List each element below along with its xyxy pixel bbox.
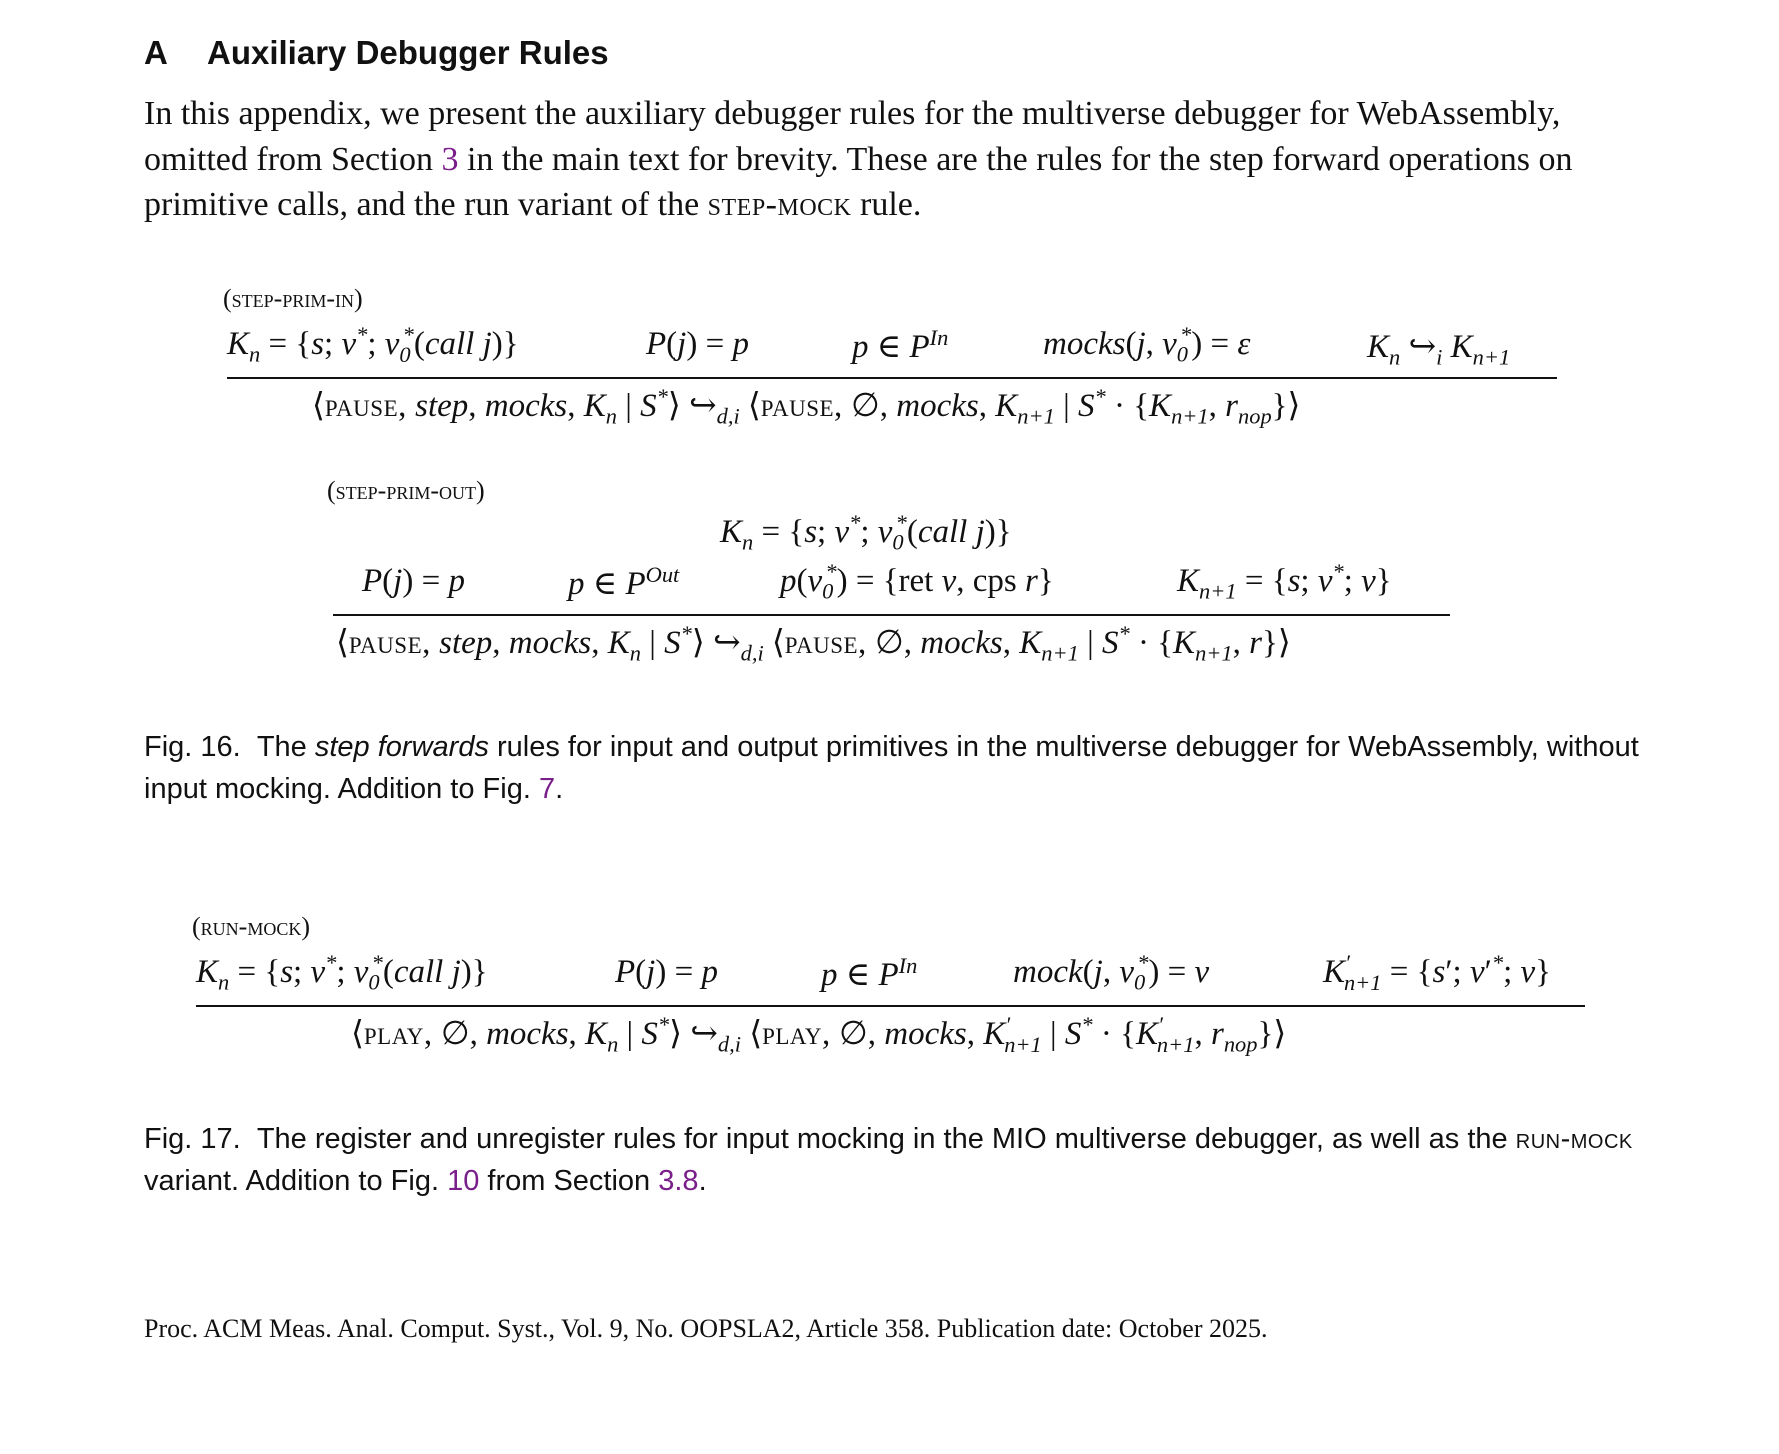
- section-title: Auxiliary Debugger Rules: [207, 34, 609, 71]
- conclusion-run-mock: ⟨play, ∅, mocks, $K_n$ | S*⟩ $↪_{d,i}$ ⟨play, ∅, mocks, $K'_{n+1}$ | $S^* \cdot \{K'_{n+1}$, $r_{nop}\}⟩$: [351, 1012, 1287, 1057]
- premise-kn1-def: $K_{n+1} = \{s$; v*; v}: [1177, 559, 1392, 604]
- rule-line: [196, 1005, 1585, 1007]
- premise-kn-def: $K_n = \{s$; v*; $v_0^*(call$ j)}: [196, 950, 488, 995]
- figure-label: Fig. 16.: [144, 731, 241, 763]
- premise-pj: P(j) = p: [362, 563, 465, 599]
- premise-p-in: p ∈ $P^{In}$: [821, 953, 918, 993]
- premise-mocks-eps: mocks(j, $v_0^*) = \varepsilon$: [1043, 322, 1251, 367]
- figure-ref-link[interactable]: 7: [538, 773, 556, 805]
- figure-17-caption: [144, 1118, 1664, 1202]
- caption-text: .: [555, 773, 564, 805]
- rule-name-run-mock: run-mock: [1515, 1123, 1633, 1155]
- page-footer: Proc. ACM Meas. Anal. Comput. Syst., Vol. 9, No. OOPSLA2, Article 358. Publication date: October 2025.: [144, 1314, 1268, 1343]
- section-heading: [144, 34, 609, 72]
- rule-name-step-prim-out: (step-prim-out): [327, 476, 485, 505]
- rule-line: [333, 614, 1450, 616]
- premise-pj: P(j) = p: [615, 954, 718, 990]
- figure-label: Fig. 17.: [144, 1123, 241, 1155]
- figure-ref-link[interactable]: 10: [447, 1165, 480, 1197]
- caption-text: The: [256, 731, 315, 763]
- caption-emphasis: step forwards: [314, 731, 489, 763]
- intro-paragraph: [144, 91, 1644, 228]
- caption-text: from Section: [479, 1165, 659, 1197]
- rule-name-step-prim-in: (step-prim-in): [223, 284, 363, 313]
- intro-text-1: In this appendix, we present the auxiliary debugger rules for the multiverse debugger for WebAssembly, omitted from Section: [144, 95, 1561, 178]
- section-ref-link[interactable]: 3.8: [658, 1165, 699, 1197]
- caption-text: .: [698, 1165, 707, 1197]
- premise-p-result: $p(v_0^*) = \{ret$ v, cps r}: [780, 559, 1054, 604]
- rule-line: [227, 377, 1557, 379]
- premise-p-out: p ∈ $P^{Out}$: [568, 562, 680, 602]
- conclusion-step-prim-in: ⟨pause, step, mocks, $K_n$ | S*⟩ $↪_{d,i}$ ⟨pause, ∅, mocks, $K_{n+1}$ | $S^* \cdot \{K_{n+1}$, $r_{nop}\}⟩$: [312, 384, 1301, 429]
- section-number: A: [144, 34, 168, 71]
- premise-kn1-prime: $K'_{n+1} = \{s'$; v′*; v}: [1323, 950, 1551, 995]
- conclusion-step-prim-out: ⟨pause, step, mocks, $K_n$ | S*⟩ $↪_{d,i}$ ⟨pause, ∅, mocks, $K_{n+1}$ | $S^* \cdot \{K_{n+1}$, r}⟩: [336, 621, 1291, 666]
- intro-text-3: rule.: [851, 186, 922, 223]
- caption-text: The register and unregister rules for input mocking in the MIO multiverse debugger, as well as the: [256, 1123, 1516, 1155]
- rule-name-step-mock: step-mock: [707, 186, 852, 223]
- premise-mock-v: mock(j, $v_0^*) = v$: [1013, 950, 1210, 995]
- intro-text-2: in the main text for brevity. These are the rules for the step forward operations on primitive calls, and the run variant of the: [144, 140, 1573, 223]
- caption-text: variant. Addition to Fig.: [144, 1165, 448, 1197]
- section-ref-link[interactable]: 3: [441, 140, 459, 178]
- caption-text: rules for input and output primitives in the multiverse debugger for WebAssembly, without input mocking. Addition to Fig.: [144, 731, 1639, 805]
- premise-kn-step: $K_n$ $↪_i$ $K_{n+1}$: [1367, 329, 1511, 370]
- premise-kn-def: $K_n = \{s$; v*; $v_0^*(call$ j)}: [227, 322, 519, 367]
- premise-pj: P(j) = p: [646, 326, 749, 362]
- premise-kn-def: $K_n = \{s$; v*; $v_0^*(call$ j)}: [720, 510, 1012, 555]
- rule-name-run-mock: (run-mock): [192, 912, 310, 941]
- figure-16-caption: [144, 726, 1664, 810]
- premise-p-in: p ∈ $P^{In}$: [852, 325, 949, 365]
